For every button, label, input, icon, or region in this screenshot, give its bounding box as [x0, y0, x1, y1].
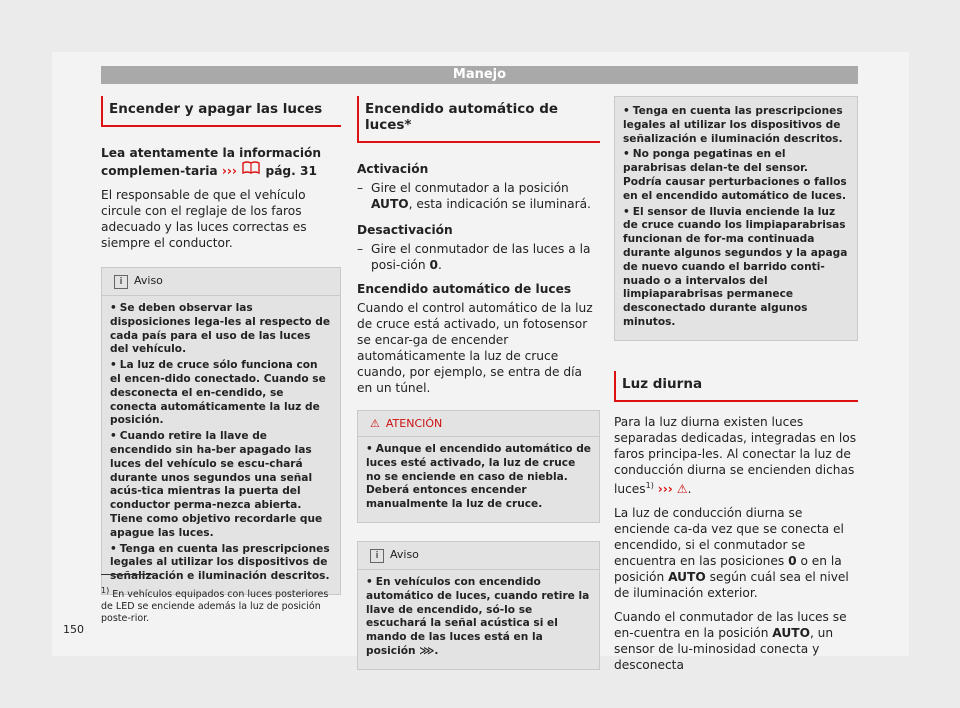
aviso-label: Aviso	[390, 547, 419, 561]
page-header: Manejo	[101, 66, 858, 84]
box-item: • El sensor de lluvia enciende la luz de cruce cuando los limpiaparabrisas funcionan de for-ma continuada durante algunos segundos y la apaga de nuevo cuando el barrido conti-nuado o a intervalos del limpiaparabrisas permanece desconectado durante algunos minutos.	[623, 205, 848, 328]
aviso-body	[102, 296, 340, 594]
aviso-header	[102, 268, 340, 296]
aviso-header-2	[358, 542, 599, 570]
lead-paragraph	[101, 145, 341, 179]
cross-ref-link[interactable]: ›››	[221, 164, 237, 178]
para1-text: Para la luz diurna existen luces separadas dedicadas, integradas en los faros principa-les. Al conectar la luz de conducción diurna se encienden dichas luces	[614, 414, 857, 496]
column-3	[614, 96, 858, 673]
section-title-luz-diurna: Luz diurna	[614, 371, 858, 402]
para1-end: .	[687, 481, 692, 496]
body-paragraph: El responsable de que el vehículo circule con el reglaje de los faros adecuado y las luces correctas es siempre el conductor.	[101, 188, 307, 250]
atencion-box	[357, 410, 600, 523]
encendido-label: Encendido automático de luces	[357, 282, 572, 296]
desactivacion-label: Desactivación	[357, 223, 453, 237]
aviso-item: • Se deben observar las disposiciones lega-les al respecto de cada país para el uso de las luces del vehículo.	[110, 302, 331, 356]
box-item: • No ponga pegatinas en el parabrisas delan-te del sensor. Podría causar perturbaciones o fallos en el encendido automático de luces.	[623, 148, 847, 202]
aviso-item: • Tenga en cuenta las prescripciones legales al utilizar los dispositivos de señalización e iluminación descritos.	[110, 542, 330, 583]
footnote-rule	[101, 574, 153, 575]
column-1	[101, 96, 341, 595]
continued-body	[615, 97, 857, 340]
box-item: • Tenga en cuenta las prescripciones legales al utilizar los dispositivos de señalización e iluminación descritos.	[623, 105, 843, 145]
continued-box	[614, 96, 858, 341]
box-item-text: El sensor de lluvia enciende la luz de cruce cuando los limpiaparabrisas funcionan de for-ma continuada durante algunos segundos y la apaga de nuevo cuando el barrido conti-nuado o a intervalos del limpiaparabrisas permanece desconectado durante algunos minutos.	[623, 205, 848, 328]
warning-icon: ⚠	[370, 417, 380, 430]
auto-symbol: AUTO	[772, 625, 810, 640]
atencion-label: ATENCIÓN	[385, 417, 443, 430]
activacion-text-end: , esta indicación se iluminará.	[408, 197, 591, 211]
lead-text: Lea atentamente la información complemen-taria	[101, 146, 322, 178]
aviso-box	[101, 267, 341, 595]
atencion-header	[358, 411, 599, 437]
page-number: 150	[63, 623, 84, 636]
luz-diurna-paragraph-2	[614, 505, 858, 601]
zero-symbol: 0	[788, 553, 797, 568]
info-icon: i	[114, 275, 128, 289]
auto-symbol: AUTO	[371, 197, 409, 211]
aviso-item-end: .	[434, 644, 439, 657]
atencion-body	[358, 437, 599, 522]
activacion-step: – Gire el conmutador a la posición AUTO, esta indicación se iluminará.	[357, 181, 591, 211]
encendido-paragraph: Cuando el control automático de la luz de cruce está activado, un fotosensor se encar-ga de encender automáticamente la luz de cruce cuando, por ejemplo, se entra de día en un túnel.	[357, 301, 593, 395]
para3-text-b: , un sensor de lu-minosidad conecta y desconecta	[614, 625, 834, 672]
section-title-encendido-automatico: Encendido automático de luces*	[357, 96, 600, 143]
aviso-item-text: Se deben observar las disposiciones lega-les al respecto de cada país para el uso de las luces del vehículo.	[110, 302, 331, 356]
footnote-marker: 1)	[101, 586, 110, 595]
atencion-item-text: Aunque el encendido automático de luces esté activado, la luz de cruce no se enciende en caso de niebla. Deberá entonces encender manualmente la luz de cruce.	[366, 443, 591, 511]
aviso-item: • La luz de cruce sólo funciona con el encen-dido conectado. Cuando se desconecta el en-cendido, se conecta automáticamente la luz de posición.	[110, 359, 326, 427]
activacion-label: Activación	[357, 162, 429, 176]
zero-symbol: 0	[429, 258, 438, 272]
aviso-item-text: En vehículos con encendido automático de luces, cuando retire la llave de encendido, só-lo se escuchará la señal acústica si el mando de las luces está en la posición	[366, 575, 590, 657]
activacion-text: Gire el conmutador a la posición	[371, 181, 569, 195]
para3-text: Cuando el conmutador de las luces se en-cuentra en la posición	[614, 609, 847, 640]
box-item-text: No ponga pegatinas en el parabrisas delan-te del sensor. Podría causar perturbaciones o fallos en el encendido automático de luces.	[623, 148, 847, 202]
desactivacion-text-end: .	[437, 258, 442, 272]
aviso-item: • En vehículos con encendido automático de luces, cuando retire la llave de encendido, só-lo se escuchará la señal acústica si el mando de las luces está en la posición ⋙.	[366, 575, 590, 657]
section-title-encender: Encender y apagar las luces	[101, 96, 341, 127]
desactivacion-text: Gire el conmutador de las luces a la posi-ción	[371, 242, 591, 272]
para2-text: La luz de conducción diurna se enciende ca-da vez que se conecta el encendido, si el conmutador se encuentra en las posiciones	[614, 505, 844, 568]
book-icon	[241, 164, 265, 178]
auto-symbol: AUTO	[668, 569, 706, 584]
aviso-item-text: La luz de cruce sólo funciona con el encen-dido conectado. Cuando se desconecta el en-cendido, se conecta automáticamente la luz de posición.	[110, 359, 326, 427]
para2-text-b: o en la posición	[614, 553, 842, 584]
footnote-ref[interactable]: 1)	[645, 480, 654, 490]
aviso-item-text: Tenga en cuenta las prescripciones legales al utilizar los dispositivos de señalización e iluminación descritos.	[110, 542, 330, 583]
atencion-item: • Aunque el encendido automático de luces esté activado, la luz de cruce no se enciende en caso de niebla. Deberá entonces encender manualmente la luz de cruce.	[366, 443, 591, 511]
warning-icon[interactable]: ⚠	[676, 481, 688, 496]
aviso-label: Aviso	[134, 274, 163, 287]
aviso-item: • Cuando retire la llave de encendido sin ha-ber apagado las luces del vehículo se escu-chará durante unos segundos una señal acús-tica mientras la puerta del conductor perma-nezca abierta. Tiene como objetivo recordarle que apague las luces.	[110, 430, 323, 539]
footnote	[101, 585, 341, 625]
box-item-text: Tenga en cuenta las prescripciones legales al utilizar los dispositivos de señalización e iluminación descritos.	[623, 105, 843, 145]
aviso-body-2	[358, 570, 599, 669]
para2-text-c: según cuál sea el nivel de iluminación exterior.	[614, 569, 849, 600]
luz-diurna-paragraph-3	[614, 609, 858, 673]
parking-light-symbol: ⋙	[419, 644, 435, 657]
column-2	[357, 96, 600, 670]
footnote-text: En vehículos equipados con luces posteriores de LED se enciende además la luz de posición poste-rior.	[101, 589, 329, 625]
page-ref[interactable]: pág. 31	[265, 164, 317, 178]
aviso-item-text: Cuando retire la llave de encendido sin ha-ber apagado las luces del vehículo se escu-chará durante unos segundos una señal acús-tica mientras la puerta del conductor perma-nezca abierta. Tiene como objetivo recordarle que apague las luces.	[110, 430, 323, 539]
desactivacion-step: – Gire el conmutador de las luces a la posi-ción 0.	[357, 242, 591, 272]
luz-diurna-paragraph-1	[614, 414, 858, 497]
info-icon: i	[370, 549, 384, 563]
cross-ref-link[interactable]: ›››	[657, 481, 673, 496]
aviso-box-2	[357, 541, 600, 670]
